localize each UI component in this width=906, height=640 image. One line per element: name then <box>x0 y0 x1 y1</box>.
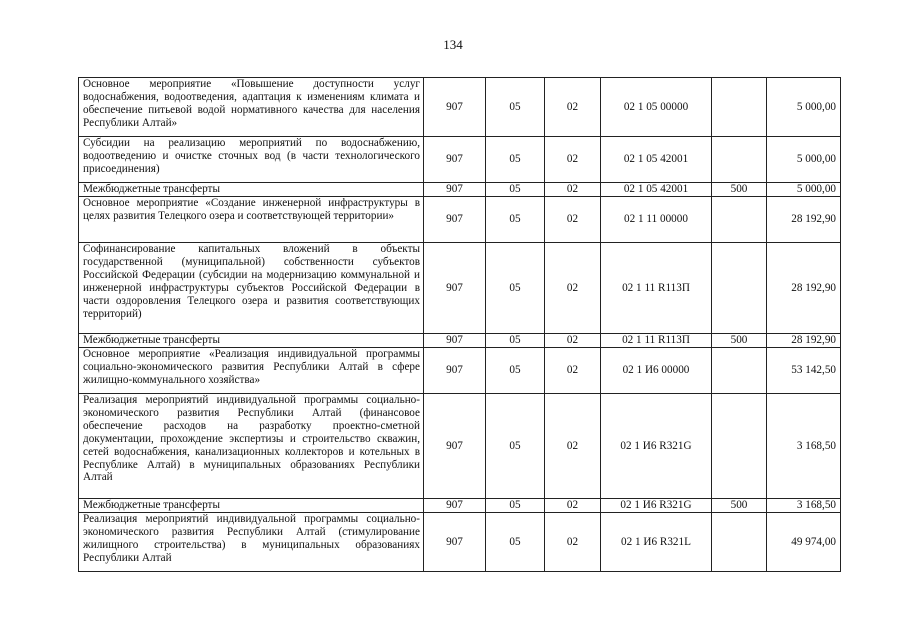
table-row <box>79 348 841 394</box>
table-row <box>79 243 841 334</box>
admin-code-cell: 907 <box>424 499 486 513</box>
expense-type-cell <box>712 78 767 137</box>
section-code-cell: 05 <box>486 394 545 499</box>
amount-cell: 28 192,90 <box>767 243 841 334</box>
row-name-cell: Реализация мероприятий индивидуальной программы социально-экономического развития Республики Алтай (стимулирование жилищного строительства) в муниципальных образованиях Республики Алтай <box>79 513 424 572</box>
subsection-code-cell: 02 <box>545 394 601 499</box>
target-article-cell: 02 1 И6 R321G <box>601 499 712 513</box>
admin-code-cell: 907 <box>424 137 486 183</box>
subsection-code-cell: 02 <box>545 183 601 197</box>
subsection-code-cell: 02 <box>545 334 601 348</box>
section-code-cell: 05 <box>486 243 545 334</box>
table-row <box>79 394 841 499</box>
admin-code-cell: 907 <box>424 513 486 572</box>
target-article-cell: 02 1 И6 R321L <box>601 513 712 572</box>
subsection-code-cell: 02 <box>545 137 601 183</box>
target-article-cell: 02 1 И6 R321G <box>601 394 712 499</box>
amount-cell: 5 000,00 <box>767 183 841 197</box>
expense-type-cell <box>712 137 767 183</box>
row-name-cell: Основное мероприятие «Реализация индивидуальной программы социально-экономического развития Республики Алтай в сфере жилищно-коммунального хозяйства» <box>79 348 424 394</box>
target-article-cell: 02 1 05 42001 <box>601 183 712 197</box>
section-code-cell: 05 <box>486 78 545 137</box>
row-name-cell: Софинансирование капитальных вложений в объекты государственной (муниципальной) собственности субъектов Российской Федерации (субсидии на модернизацию коммунальной и инженерной инфраструктуры субъектов Российской Федерации в части оздоровления Телецкого озера и развития соответствующих территорий) <box>79 243 424 334</box>
table-row <box>79 499 841 513</box>
admin-code-cell: 907 <box>424 334 486 348</box>
amount-cell: 5 000,00 <box>767 137 841 183</box>
row-name-cell: Межбюджетные трансферты <box>79 334 424 348</box>
subsection-code-cell: 02 <box>545 243 601 334</box>
admin-code-cell: 907 <box>424 197 486 243</box>
amount-cell: 28 192,90 <box>767 197 841 243</box>
table-row <box>79 183 841 197</box>
expense-type-cell <box>712 197 767 243</box>
row-name-cell: Реализация мероприятий индивидуальной программы социально-экономического развития Республики Алтай (финансовое обеспечение расходов на разработку проектно-сметной документации, прохождение экспертизы и строительство скважин, сетей водоснабжения, канализационных коллекторов и котельных в Республике Алтай) в муниципальных образованиях Республики Алтай <box>79 394 424 499</box>
expense-type-cell: 500 <box>712 183 767 197</box>
row-name-cell: Субсидии на реализацию мероприятий по водоснабжению, водоотведению и очистке сточных вод (в части технологического присоединения) <box>79 137 424 183</box>
amount-cell: 5 000,00 <box>767 78 841 137</box>
target-article-cell: 02 1 11 R113П <box>601 243 712 334</box>
section-code-cell: 05 <box>486 348 545 394</box>
subsection-code-cell: 02 <box>545 348 601 394</box>
admin-code-cell: 907 <box>424 394 486 499</box>
budget-table <box>78 77 841 572</box>
page-number: 134 <box>443 37 463 52</box>
expense-type-cell <box>712 513 767 572</box>
table-row <box>79 197 841 243</box>
table-row <box>79 78 841 137</box>
subsection-code-cell: 02 <box>545 197 601 243</box>
subsection-code-cell: 02 <box>545 513 601 572</box>
row-name-cell: Основное мероприятие «Повышение доступности услуг водоснабжения, водоотведения, адаптация к изменениям климата и обеспечение питьевой водой нормативного качества для населения Республики Алтай» <box>79 78 424 137</box>
row-name-cell: Межбюджетные трансферты <box>79 499 424 513</box>
section-code-cell: 05 <box>486 137 545 183</box>
subsection-code-cell: 02 <box>545 78 601 137</box>
expense-type-cell <box>712 348 767 394</box>
section-code-cell: 05 <box>486 499 545 513</box>
section-code-cell: 05 <box>486 334 545 348</box>
expense-type-cell: 500 <box>712 334 767 348</box>
target-article-cell: 02 1 11 00000 <box>601 197 712 243</box>
row-name-cell: Основное мероприятие «Создание инженерной инфраструктуры в целях развития Телецкого озера и соответствующей территории» <box>79 197 424 243</box>
table-row <box>79 334 841 348</box>
expense-type-cell: 500 <box>712 499 767 513</box>
target-article-cell: 02 1 05 42001 <box>601 137 712 183</box>
section-code-cell: 05 <box>486 513 545 572</box>
admin-code-cell: 907 <box>424 78 486 137</box>
table-row <box>79 513 841 572</box>
target-article-cell: 02 1 05 00000 <box>601 78 712 137</box>
section-code-cell: 05 <box>486 197 545 243</box>
table-row <box>79 137 841 183</box>
expense-type-cell <box>712 394 767 499</box>
row-name-cell: Межбюджетные трансферты <box>79 183 424 197</box>
expense-type-cell <box>712 243 767 334</box>
section-code-cell: 05 <box>486 183 545 197</box>
amount-cell: 49 974,00 <box>767 513 841 572</box>
target-article-cell: 02 1 И6 00000 <box>601 348 712 394</box>
admin-code-cell: 907 <box>424 243 486 334</box>
amount-cell: 53 142,50 <box>767 348 841 394</box>
admin-code-cell: 907 <box>424 183 486 197</box>
subsection-code-cell: 02 <box>545 499 601 513</box>
amount-cell: 28 192,90 <box>767 334 841 348</box>
target-article-cell: 02 1 11 R113П <box>601 334 712 348</box>
admin-code-cell: 907 <box>424 348 486 394</box>
amount-cell: 3 168,50 <box>767 499 841 513</box>
amount-cell: 3 168,50 <box>767 394 841 499</box>
